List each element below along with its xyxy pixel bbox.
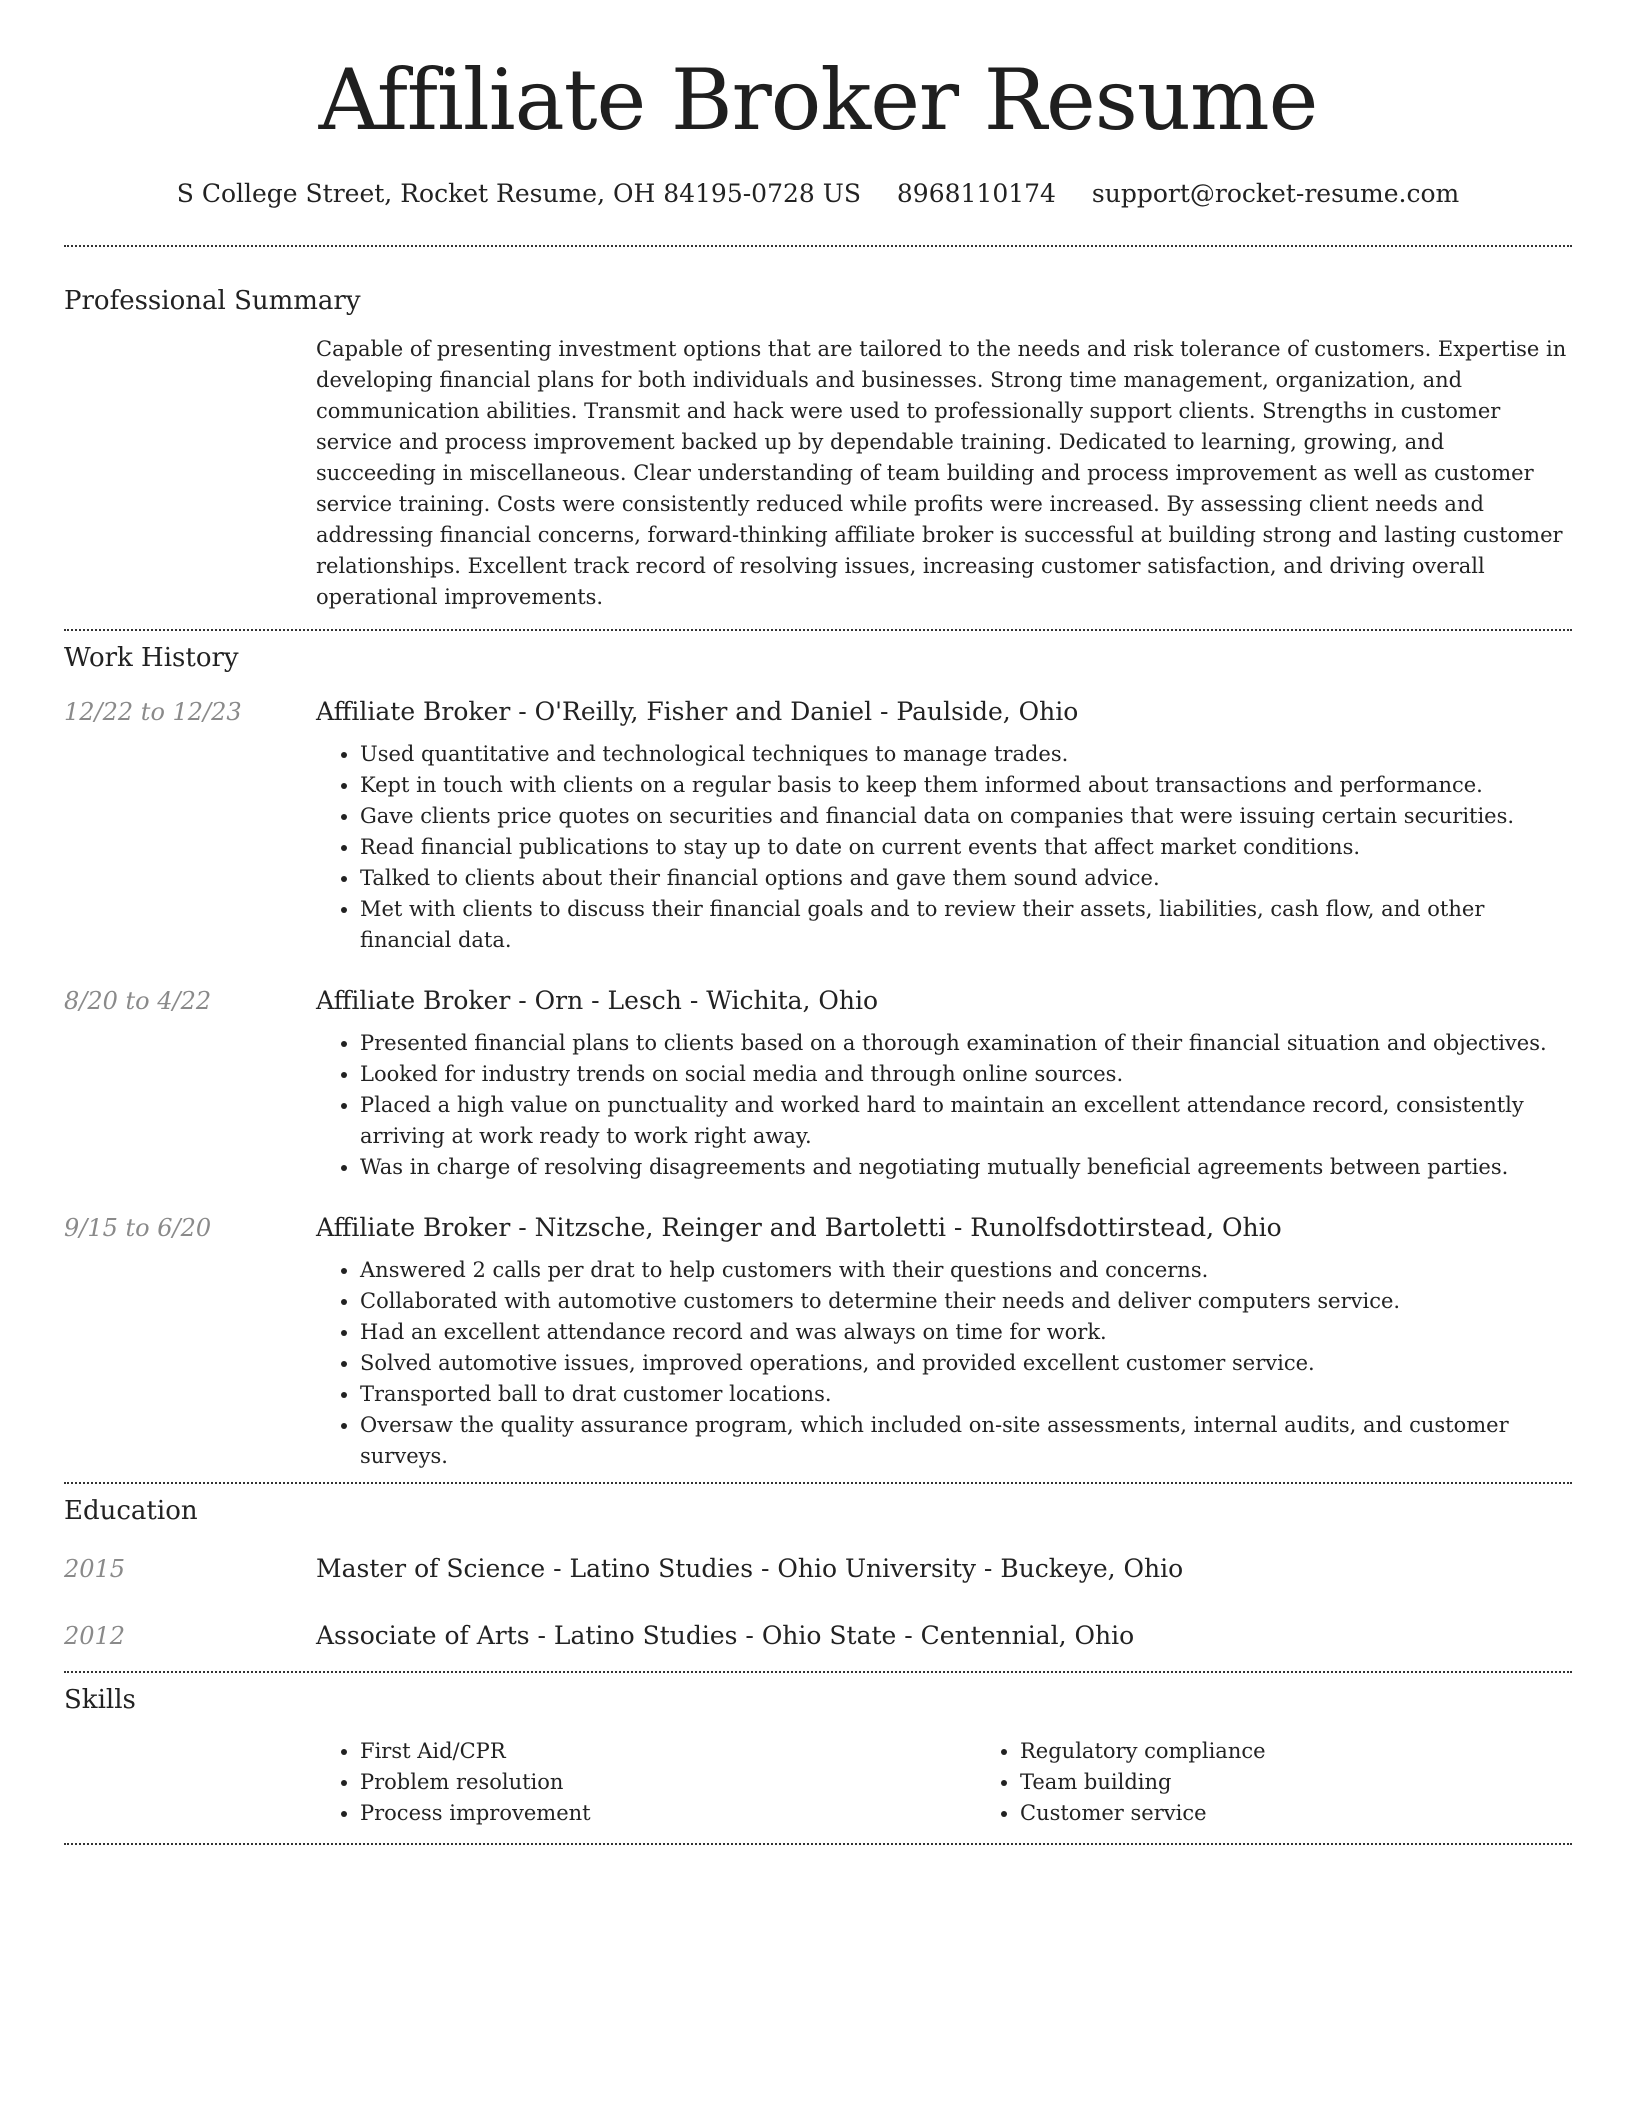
- divider: [64, 1843, 1572, 1845]
- contact-address: S College Street, Rocket Resume, OH 84195-0728 US: [176, 179, 861, 208]
- job-title: Affiliate Broker - Orn - Lesch - Wichita, Ohio: [316, 986, 879, 1015]
- job-bullets: [316, 1255, 1572, 1472]
- skill-item: • Customer service: [1020, 1798, 1632, 1829]
- job-bullet: • Kept in touch with clients on a regular basis to keep them informed about transactions and performance.: [360, 770, 1572, 801]
- job-bullets: [316, 1028, 1572, 1183]
- divider: [64, 629, 1572, 631]
- education-year: 2015: [64, 1555, 126, 1583]
- job-dates: 8/20 to 4/22: [64, 987, 212, 1015]
- job-bullet: • Looked for industry trends on social media and through online sources.: [360, 1059, 1572, 1090]
- job-title: Affiliate Broker - O'Reilly, Fisher and Daniel - Paulside, Ohio: [316, 697, 1079, 726]
- job-bullet: • Answered 2 calls per drat to help customers with their questions and concerns.: [360, 1255, 1572, 1286]
- divider: [64, 245, 1572, 247]
- divider: [64, 1671, 1572, 1673]
- job-bullet: • Presented financial plans to clients based on a thorough examination of their financial situation and objectives.: [360, 1028, 1572, 1059]
- skill-item: • Process improvement: [360, 1798, 976, 1829]
- job-title: Affiliate Broker - Nitzsche, Reinger and Bartoletti - Runolfsdottirstead, Ohio: [316, 1213, 1282, 1242]
- job-bullet: • Placed a high value on punctuality and worked hard to maintain an excellent attendance record, consistently arriving at work ready to work right away.: [360, 1090, 1572, 1152]
- skills-list: [316, 1736, 1632, 1829]
- skill-item: • Problem resolution: [360, 1767, 976, 1798]
- job-entry: [64, 1211, 1572, 1472]
- resume-title: Affiliate Broker Resume: [318, 51, 1318, 149]
- job-bullet: • Transported ball to drat customer locations.: [360, 1379, 1572, 1410]
- education-section: [64, 1494, 1572, 1653]
- job-entry: [64, 984, 1572, 1183]
- resume-page: [64, 0, 1572, 1845]
- job-bullet: • Read financial publications to stay up to date on current events that affect market conditions.: [360, 832, 1572, 863]
- job-bullet: • Met with clients to discuss their financial goals and to review their assets, liabilities, cash flow, and other financial data.: [360, 894, 1572, 956]
- contact-email: support@rocket-resume.com: [1091, 179, 1460, 208]
- job-bullet: • Collaborated with automotive customers to determine their needs and deliver computers service.: [360, 1286, 1572, 1317]
- contact-phone: 8968110174: [896, 179, 1056, 208]
- job-entry: [64, 695, 1572, 956]
- contact-line: [64, 178, 1572, 210]
- job-bullet: • Gave clients price quotes on securities and financial data on companies that were issuing certain securities.: [360, 801, 1572, 832]
- education-entry: [64, 1619, 1572, 1653]
- education-entry: [64, 1552, 1572, 1586]
- job-bullet: • Was in charge of resolving disagreements and negotiating mutually beneficial agreements between parties.: [360, 1152, 1572, 1183]
- skills-column-right: [976, 1736, 1632, 1829]
- job-bullet: • Had an excellent attendance record and was always on time for work.: [360, 1317, 1572, 1348]
- job-dates: 9/15 to 6/20: [64, 1214, 212, 1242]
- skills-section: [64, 1683, 1572, 1829]
- skill-item: • Team building: [1020, 1767, 1632, 1798]
- education-degree: Associate of Arts - Latino Studies - Ohio State - Centennial, Ohio: [316, 1621, 1135, 1650]
- job-bullet: • Talked to clients about their financial options and gave them sound advice.: [360, 863, 1572, 894]
- job-bullet: • Oversaw the quality assurance program, which included on-site assessments, internal audits, and customer surveys.: [360, 1410, 1572, 1472]
- job-dates: 12/22 to 12/23: [64, 698, 242, 726]
- skills-heading: Skills: [64, 1685, 136, 1715]
- divider: [64, 1482, 1572, 1484]
- summary-section: [64, 284, 1572, 613]
- skills-spacer: [64, 1736, 316, 1829]
- job-bullets: [316, 739, 1572, 956]
- summary-heading: Professional Summary: [64, 286, 361, 316]
- work-history-section: [64, 641, 1572, 1472]
- skill-item: • Regulatory compliance: [1020, 1736, 1632, 1767]
- skill-item: • First Aid/CPR: [360, 1736, 976, 1767]
- job-bullet: • Used quantitative and technological techniques to manage trades.: [360, 739, 1572, 770]
- education-heading: Education: [64, 1496, 198, 1526]
- education-year: 2012: [64, 1622, 126, 1650]
- summary-text: Capable of presenting investment options that are tailored to the needs and risk tolerance of customers. Expertise in developing financial plans for both individuals and businesses. Strong time management, organization, and communication abilities. Transmit and hack were used to professionally support clients. Strengths in customer service and process improvement backed up by dependable training. Dedicated to learning, growing, and succeeding in miscellaneous. Clear understanding of team building and process improvement as well as customer service training. Costs were consistently reduced while profits were increased. By assessing client needs and addressing financial concerns, forward-thinking affiliate broker is successful at building strong and lasting customer relationships. Excellent track record of resolving issues, increasing customer satisfaction, and driving overall operational improvements.: [316, 337, 1567, 609]
- summary-spacer: [64, 334, 316, 613]
- work-history-heading: Work History: [64, 643, 239, 673]
- education-degree: Master of Science - Latino Studies - Ohio University - Buckeye, Ohio: [316, 1554, 1184, 1583]
- job-bullet: • Solved automotive issues, improved operations, and provided excellent customer service.: [360, 1348, 1572, 1379]
- skills-column-left: [316, 1736, 976, 1829]
